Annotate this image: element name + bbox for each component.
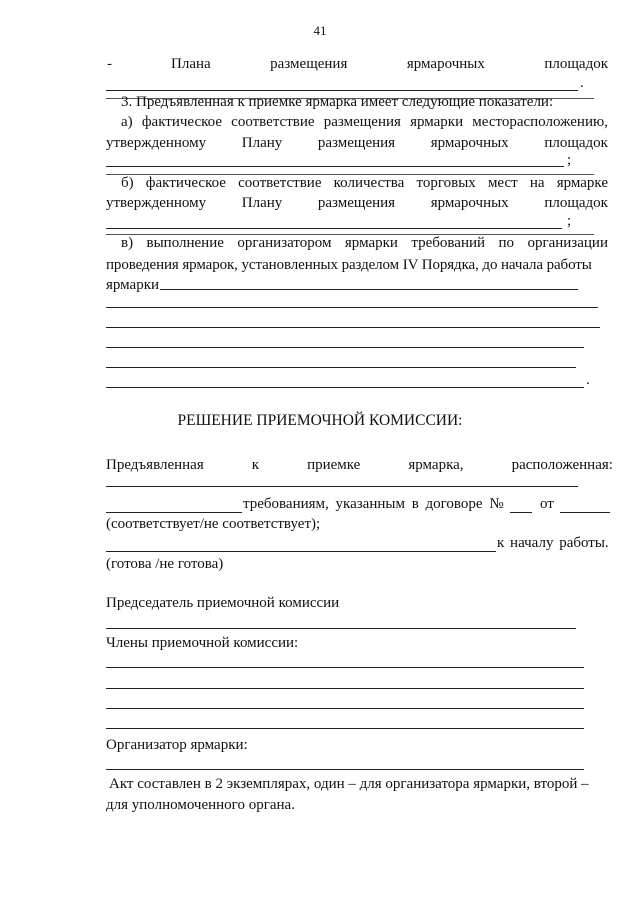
word: размещения: [323, 114, 401, 130]
word: ярмарки: [410, 114, 464, 130]
word: к: [251, 457, 260, 473]
signature-line[interactable]: [106, 628, 576, 629]
word: размещения: [317, 195, 396, 211]
note-line2: для уполномоченного органа.: [106, 797, 295, 813]
fill-line[interactable]: [106, 327, 600, 328]
list-dash: -: [107, 56, 112, 72]
word: торговых: [416, 175, 476, 191]
hint-compliance: (соответствует/не соответствует);: [106, 516, 321, 532]
word: на: [529, 175, 545, 191]
word: ярмарке: [556, 175, 608, 191]
word: требований: [411, 235, 486, 251]
signature-line[interactable]: [106, 708, 584, 709]
s3-b-line1: [121, 175, 608, 192]
chairman-label: Председатель приемочной комиссии: [106, 595, 340, 611]
word: месторасположению,: [472, 114, 608, 130]
line-end: ;: [567, 213, 572, 229]
fill-line[interactable]: [106, 367, 576, 368]
fill-line[interactable]: [106, 486, 578, 487]
s3-c-line1: [121, 235, 608, 252]
contract-date-field[interactable]: [560, 512, 610, 513]
fill-line[interactable]: [106, 307, 598, 308]
line-end: .: [580, 75, 584, 91]
signature-line[interactable]: [106, 688, 584, 689]
word: фактическое: [145, 175, 226, 191]
s3-a-line1: [121, 114, 608, 131]
word: в): [121, 235, 134, 251]
fill-line[interactable]: [106, 90, 578, 91]
word: расположенная:: [511, 457, 613, 473]
word: мест: [487, 175, 518, 191]
page-number: 41: [313, 23, 327, 38]
fill-line[interactable]: [106, 166, 564, 167]
hint-ready: (готова /не готова): [106, 556, 224, 572]
word: по: [498, 235, 514, 251]
signature-line[interactable]: [106, 728, 584, 729]
word: утвержденному: [106, 195, 207, 211]
s3-heading: 3. Предъявленная к приемке ярмарка имеет следующие показатели:: [121, 94, 554, 110]
word: б): [121, 175, 134, 191]
word: Плана: [171, 56, 211, 72]
word: ярмарочных: [430, 195, 509, 211]
word: организации: [527, 235, 608, 251]
fill-line[interactable]: [160, 289, 578, 290]
word: соответствие: [231, 114, 315, 130]
signature-line[interactable]: [106, 769, 584, 770]
word: площадок: [544, 56, 608, 72]
decision-line1: [106, 457, 613, 474]
word: соответствие: [238, 175, 322, 191]
word: ярмарочных: [430, 135, 509, 151]
word: Предъявленная: [106, 457, 204, 473]
requirements-text: требованиям, указанным в договоре №: [243, 496, 504, 512]
organizer-label: Организатор ярмарки:: [106, 737, 248, 753]
word: ярмарочных: [406, 56, 485, 72]
word: организатором: [237, 235, 332, 251]
word: утвержденному: [106, 135, 207, 151]
fill-line[interactable]: [106, 512, 242, 513]
word: приемке: [307, 457, 361, 473]
decision-title: РЕШЕНИЕ ПРИЕМОЧНОЙ КОМИССИИ:: [177, 412, 463, 429]
s3-a-line2: [106, 135, 608, 152]
fill-line[interactable]: [106, 387, 584, 388]
word: площадок: [544, 195, 608, 211]
s3-b-line2: [106, 195, 608, 212]
line-end: .: [586, 372, 590, 388]
s3-c-line2: проведения ярмарок, установленных разделом IV Порядка, до начала работы: [106, 257, 592, 273]
word: Плану: [241, 135, 283, 151]
s3-c-line3: ярмарки: [106, 277, 160, 293]
fill-line[interactable]: [106, 551, 496, 552]
members-label: Члены приемочной комиссии:: [106, 635, 299, 651]
fill-line[interactable]: [106, 228, 562, 229]
s2-words: [171, 56, 608, 73]
word: ярмарки: [344, 235, 398, 251]
word: площадок: [544, 135, 608, 151]
word: фактическое: [141, 114, 222, 130]
fill-line[interactable]: [106, 347, 584, 348]
line-end: ;: [567, 152, 572, 168]
start-work-text: к началу работы.: [497, 535, 609, 551]
contract-number-field[interactable]: [510, 512, 532, 513]
from-text: от: [540, 496, 554, 512]
word: а): [121, 114, 133, 130]
word: размещения: [270, 56, 348, 72]
note-line1: Акт составлен в 2 экземплярах, один – для организатора ярмарки, второй –: [109, 776, 589, 792]
word: размещения: [317, 135, 396, 151]
signature-line[interactable]: [106, 667, 584, 668]
word: количества: [333, 175, 405, 191]
word: Плану: [241, 195, 283, 211]
word: ярмарка,: [408, 457, 464, 473]
word: выполнение: [146, 235, 224, 251]
